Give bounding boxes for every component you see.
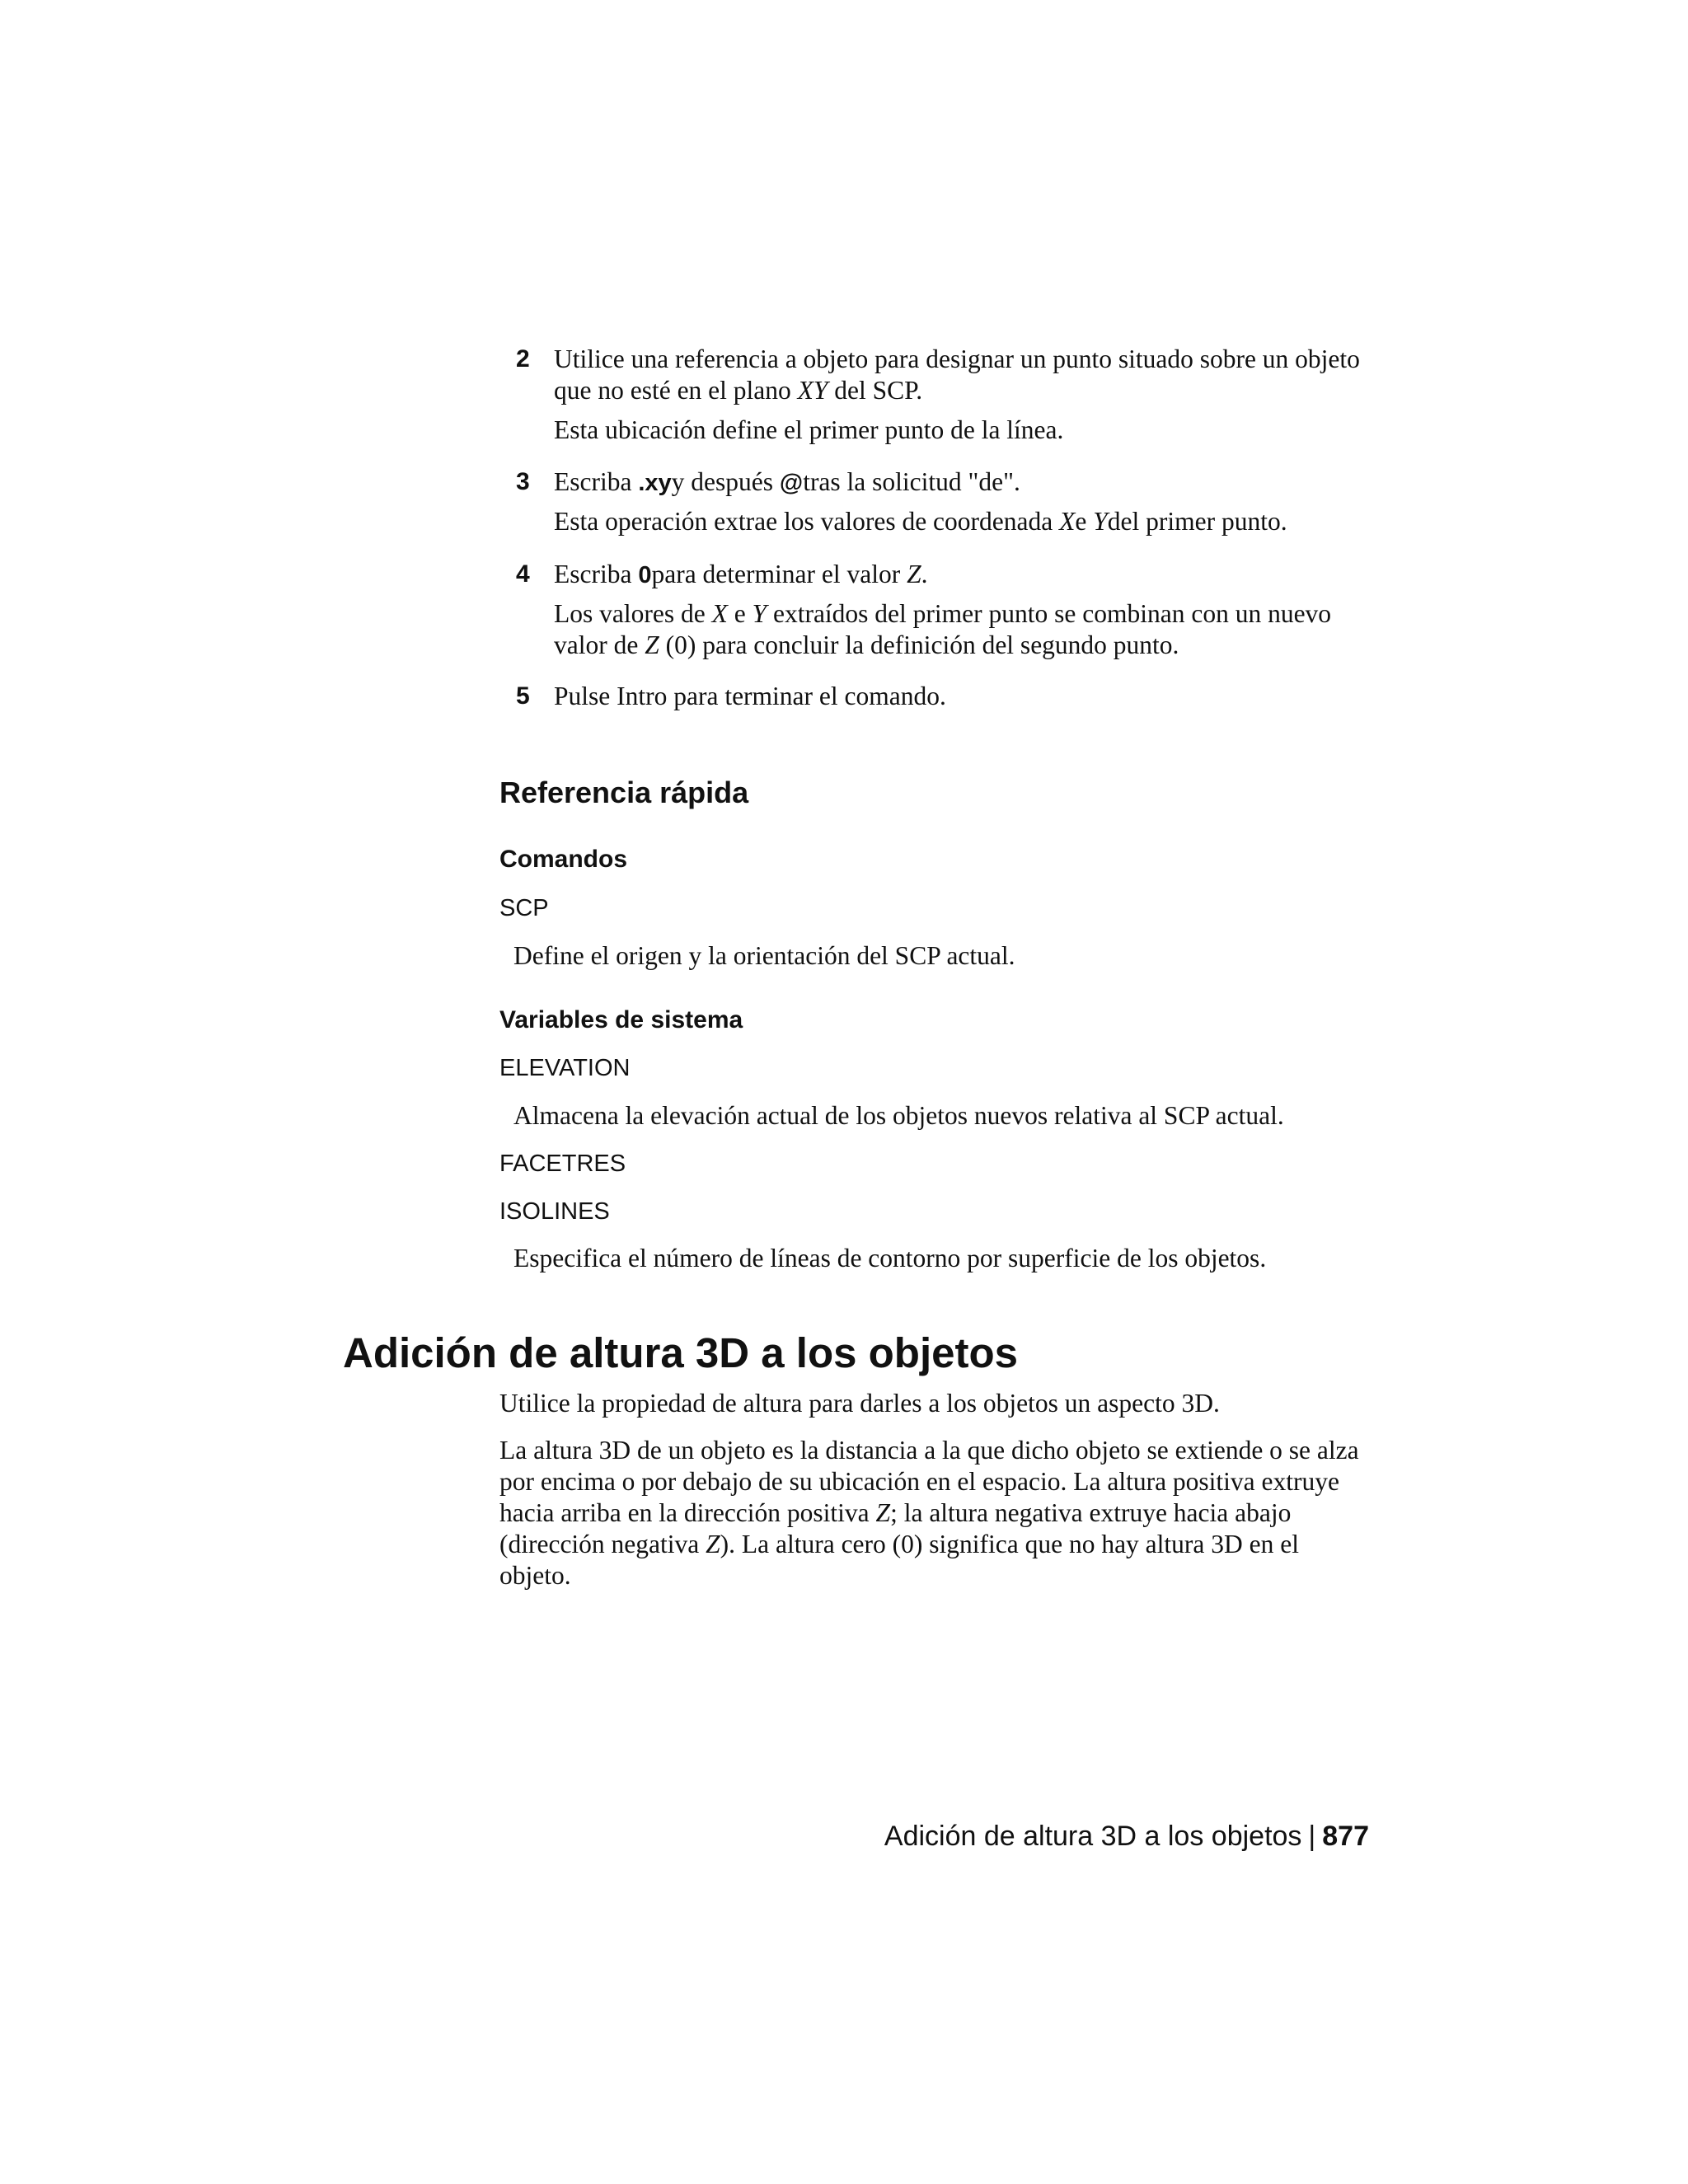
section-body: La altura 3D de un objeto es la distancia a la que dicho objeto se extiende o se alza por encima o por debajo de su ubicación en el espacio. La altura positiva extruye hacia arriba en la dirección positiva Z; la altura negativa extruye hacia abajo (dirección negativa Z). La altura cero (0) significa que no hay altura 3D en el objeto. <box>499 1436 1359 1590</box>
footer-title: Adición de altura 3D a los objetos <box>884 1821 1302 1852</box>
step-text: Escriba .xyy después @tras la solicitud "de". <box>554 467 1020 496</box>
step-note: Los valores de X e Y extraídos del primer punto se combinan con un nuevo valor de Z (0) para concluir la definición del segundo punto. <box>554 599 1332 659</box>
command-term: SCP <box>499 895 549 921</box>
step-note: Esta ubicación define el primer punto de la línea. <box>554 415 1064 444</box>
command-definition: Define el origen y la orientación del SCP actual. <box>513 941 1015 970</box>
typed-key: 0 <box>638 562 652 588</box>
commands-heading: Comandos <box>499 846 628 873</box>
page-footer <box>884 1818 1369 1854</box>
typed-key: @ <box>779 470 804 496</box>
variables-heading: Variables de sistema <box>499 1006 743 1033</box>
step-number: 2 <box>516 345 530 373</box>
step-text: Pulse Intro para terminar el comando. <box>554 682 946 710</box>
footer-separator: | <box>1308 1821 1316 1852</box>
section-intro: Utilice la propiedad de altura para darles a los objetos un aspecto 3D. <box>499 1389 1220 1418</box>
variable-term: ELEVATION <box>499 1055 631 1081</box>
section-title: Adición de altura 3D a los objetos <box>343 1329 1018 1376</box>
quick-reference-title: Referencia rápida <box>499 776 749 809</box>
variable-definition: Almacena la elevación actual de los objetos nuevos relativa al SCP actual. <box>513 1101 1284 1130</box>
step-text: Escriba 0para determinar el valor Z. <box>554 560 928 588</box>
step-number: 3 <box>516 468 530 495</box>
step-text: Utilice una referencia a objeto para designar un punto situado sobre un objeto que no esté en el plano XY del SCP. <box>554 344 1360 405</box>
variable-definition: Especifica el número de líneas de contorno por superficie de los objetos. <box>513 1244 1267 1272</box>
variable-term: FACETRES <box>499 1151 626 1177</box>
step-note: Esta operación extrae los valores de coordenada Xe Ydel primer punto. <box>554 507 1287 536</box>
page-number: 877 <box>1322 1821 1369 1852</box>
step-number: 4 <box>516 560 530 588</box>
step-number: 5 <box>516 682 530 710</box>
typed-key: .xy <box>638 470 672 496</box>
variable-term: ISOLINES <box>499 1198 610 1225</box>
